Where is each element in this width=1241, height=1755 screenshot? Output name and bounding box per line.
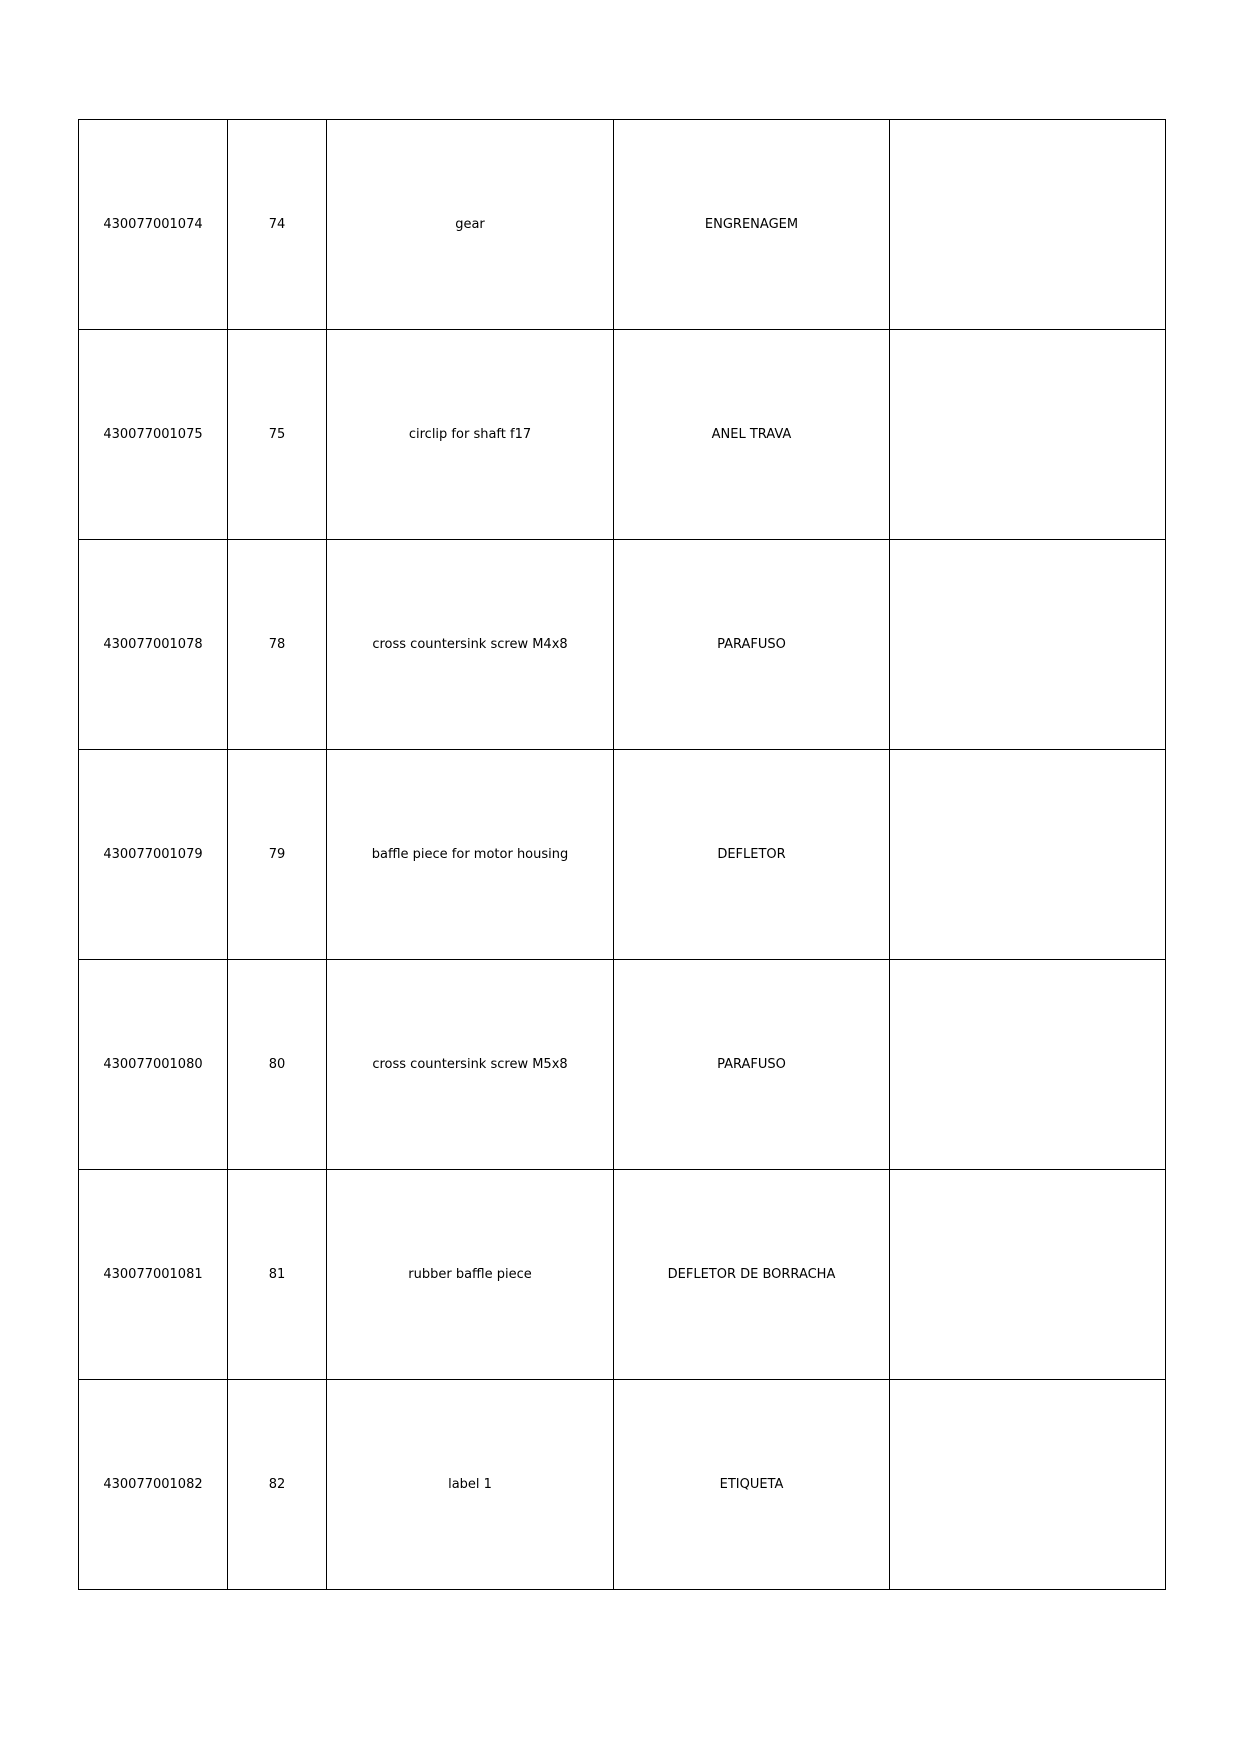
description-pt-cell: ANEL TRAVA xyxy=(614,330,890,540)
position-cell: 81 xyxy=(228,1170,327,1380)
description-en-cell: rubber baffle piece xyxy=(327,1170,614,1380)
table-row xyxy=(79,330,1166,540)
notes-cell xyxy=(890,540,1166,750)
notes-cell xyxy=(890,750,1166,960)
notes-cell xyxy=(890,120,1166,330)
description-en-cell: cross countersink screw M4x8 xyxy=(327,540,614,750)
description-pt-cell: ENGRENAGEM xyxy=(614,120,890,330)
part-code-cell: 430077001082 xyxy=(79,1380,228,1590)
part-code-cell: 430077001079 xyxy=(79,750,228,960)
part-code-cell: 430077001074 xyxy=(79,120,228,330)
part-code-cell: 430077001075 xyxy=(79,330,228,540)
description-pt-cell: PARAFUSO xyxy=(614,960,890,1170)
description-pt-cell: DEFLETOR DE BORRACHA xyxy=(614,1170,890,1380)
table-row xyxy=(79,750,1166,960)
part-code-cell: 430077001078 xyxy=(79,540,228,750)
notes-cell xyxy=(890,960,1166,1170)
position-cell: 78 xyxy=(228,540,327,750)
part-code-cell: 430077001080 xyxy=(79,960,228,1170)
description-en-cell: baffle piece for motor housing xyxy=(327,750,614,960)
part-code-cell: 430077001081 xyxy=(79,1170,228,1380)
notes-cell xyxy=(890,1170,1166,1380)
position-cell: 79 xyxy=(228,750,327,960)
description-en-cell: cross countersink screw M5x8 xyxy=(327,960,614,1170)
description-pt-cell: ETIQUETA xyxy=(614,1380,890,1590)
notes-cell xyxy=(890,330,1166,540)
table-row xyxy=(79,960,1166,1170)
position-cell: 74 xyxy=(228,120,327,330)
description-en-cell: circlip for shaft f17 xyxy=(327,330,614,540)
table-row xyxy=(79,120,1166,330)
table-row xyxy=(79,540,1166,750)
position-cell: 82 xyxy=(228,1380,327,1590)
description-en-cell: gear xyxy=(327,120,614,330)
description-pt-cell: DEFLETOR xyxy=(614,750,890,960)
notes-cell xyxy=(890,1380,1166,1590)
description-en-cell: label 1 xyxy=(327,1380,614,1590)
parts-table xyxy=(78,119,1166,1590)
position-cell: 80 xyxy=(228,960,327,1170)
description-pt-cell: PARAFUSO xyxy=(614,540,890,750)
table-row xyxy=(79,1170,1166,1380)
table-row xyxy=(79,1380,1166,1590)
position-cell: 75 xyxy=(228,330,327,540)
